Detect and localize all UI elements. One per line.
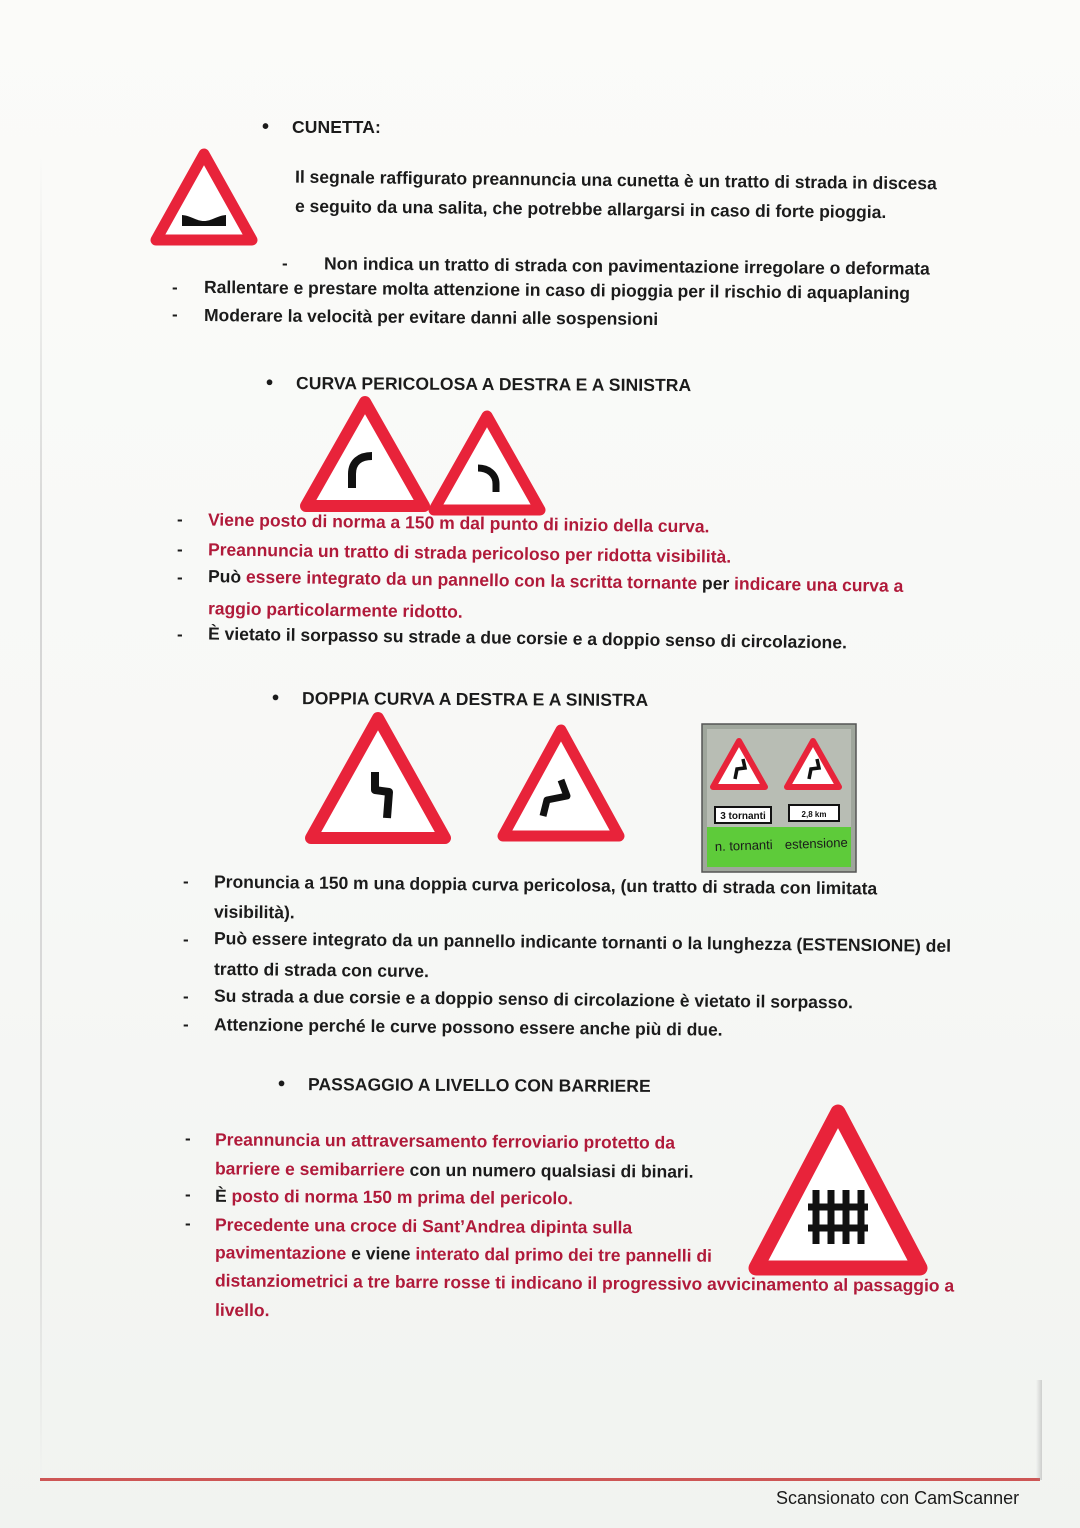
- panel-km-label: 2,8 km: [801, 810, 827, 819]
- passaggio-bullet: Precedente una croce di Sant’Andrea dipinta sulla: [214, 1214, 633, 1238]
- cunetta-desc-line: Il segnale raffigurato preannuncia una cunetta è un tratto di strada in discesa: [294, 166, 937, 194]
- panel-caption-estensione: estensione: [784, 834, 848, 852]
- cunetta-desc-line: e seguito da una salita, che potrebbe allargarsi in caso di forte pioggia.: [294, 195, 887, 223]
- bullet-dot: •: [265, 371, 274, 394]
- curva-bullet: Viene posto di norma a 150 m dal punto di inizio della curva.: [207, 509, 710, 537]
- bullet-dot: •: [262, 116, 270, 138]
- cunetta-sign-icon: [152, 150, 256, 244]
- section-heading-cunetta: • CUNETTA:: [262, 116, 381, 138]
- passaggio-bullet-cont: barriere e semibarriere con un numero qualsiasi di binari.: [214, 1158, 694, 1182]
- curve-right-sign-icon: [428, 410, 546, 516]
- double-curve-right-sign-icon: [497, 724, 625, 842]
- doppia-bullet: Attenzione perché le curve possono essere anche più di due.: [213, 1014, 723, 1040]
- section-heading-curva: • CURVA PERICOLOSA A DESTRA E A SINISTRA: [265, 371, 692, 396]
- curva-bullet-cont: raggio particolarmente ridotto.: [207, 598, 463, 622]
- passaggio-bullet: È posto di norma 150 m prima del pericolo.: [214, 1185, 573, 1209]
- curve-left-sign-icon: [300, 396, 430, 512]
- cunetta-bullet: Moderare la velocità per evitare danni alle sospensioni: [203, 305, 659, 329]
- doppia-bullet-cont: visibilità).: [213, 901, 295, 923]
- page-shadow: [1036, 1380, 1042, 1480]
- panel-tornanti-label: 3 tornanti: [720, 811, 766, 822]
- cunetta-bullet: Non indica un tratto di strada con pavimentazione irregolare o deformata: [323, 253, 930, 279]
- doppia-bullet: Su strada a due corsie e a doppio senso di circolazione è vietato il sorpasso.: [213, 985, 854, 1013]
- passaggio-bullet-cont: livello.: [214, 1299, 270, 1321]
- scanner-footer: Scansionato con CamScanner: [776, 1488, 1020, 1508]
- page-edge-left: [40, 150, 42, 1480]
- section-heading-passaggio: • PASSAGGIO A LIVELLO CON BARRIERE: [277, 1073, 651, 1096]
- doppia-bullet-cont: tratto di strada con curve.: [213, 958, 430, 982]
- level-crossing-sign-icon: [748, 1104, 928, 1276]
- bullet-dot: •: [277, 1073, 286, 1096]
- panel-caption-tornanti: n. tornanti: [714, 836, 773, 854]
- doppia-bullet: Pronuncia a 150 m una doppia curva pericolosa, (un tratto di strada con limitata: [213, 871, 878, 899]
- cunetta-bullet: Rallentare e prestare molta attenzione in caso di pioggia per il rischio di aquaplaning: [203, 276, 911, 304]
- curva-bullet: Può essere integrato da un pannello con la scritta tornante per indicare una curva a: [207, 566, 904, 596]
- curva-bullet: È vietato il sorpasso su strade a due corsie e a doppio senso di circolazione.: [207, 623, 848, 653]
- passaggio-bullet: Preannuncia un attraversamento ferroviario protetto da: [214, 1129, 676, 1153]
- double-curve-left-sign-icon: [305, 712, 451, 844]
- page-edge-bottom: [40, 1478, 1040, 1481]
- tornanti-panel-image: [701, 723, 857, 873]
- section-heading-doppia: • DOPPIA CURVA A DESTRA E A SINISTRA: [271, 687, 649, 710]
- bullet-dot: •: [271, 687, 280, 710]
- passaggio-bullet-cont: distanziometrici a tre barre rosse ti indicano il progressivo avvicinamento al passaggio a: [214, 1270, 955, 1296]
- tornanti-panel-graphic: [701, 723, 857, 873]
- passaggio-bullet-cont: pavimentazione e viene interato dal primo dei tre pannelli di: [214, 1242, 713, 1266]
- doppia-bullet: Può essere integrato da un pannello indicante tornanti o la lunghezza (ESTENSIONE) del: [213, 928, 952, 956]
- curva-bullet: Preannuncia un tratto di strada pericoloso per ridotta visibilità.: [207, 539, 732, 567]
